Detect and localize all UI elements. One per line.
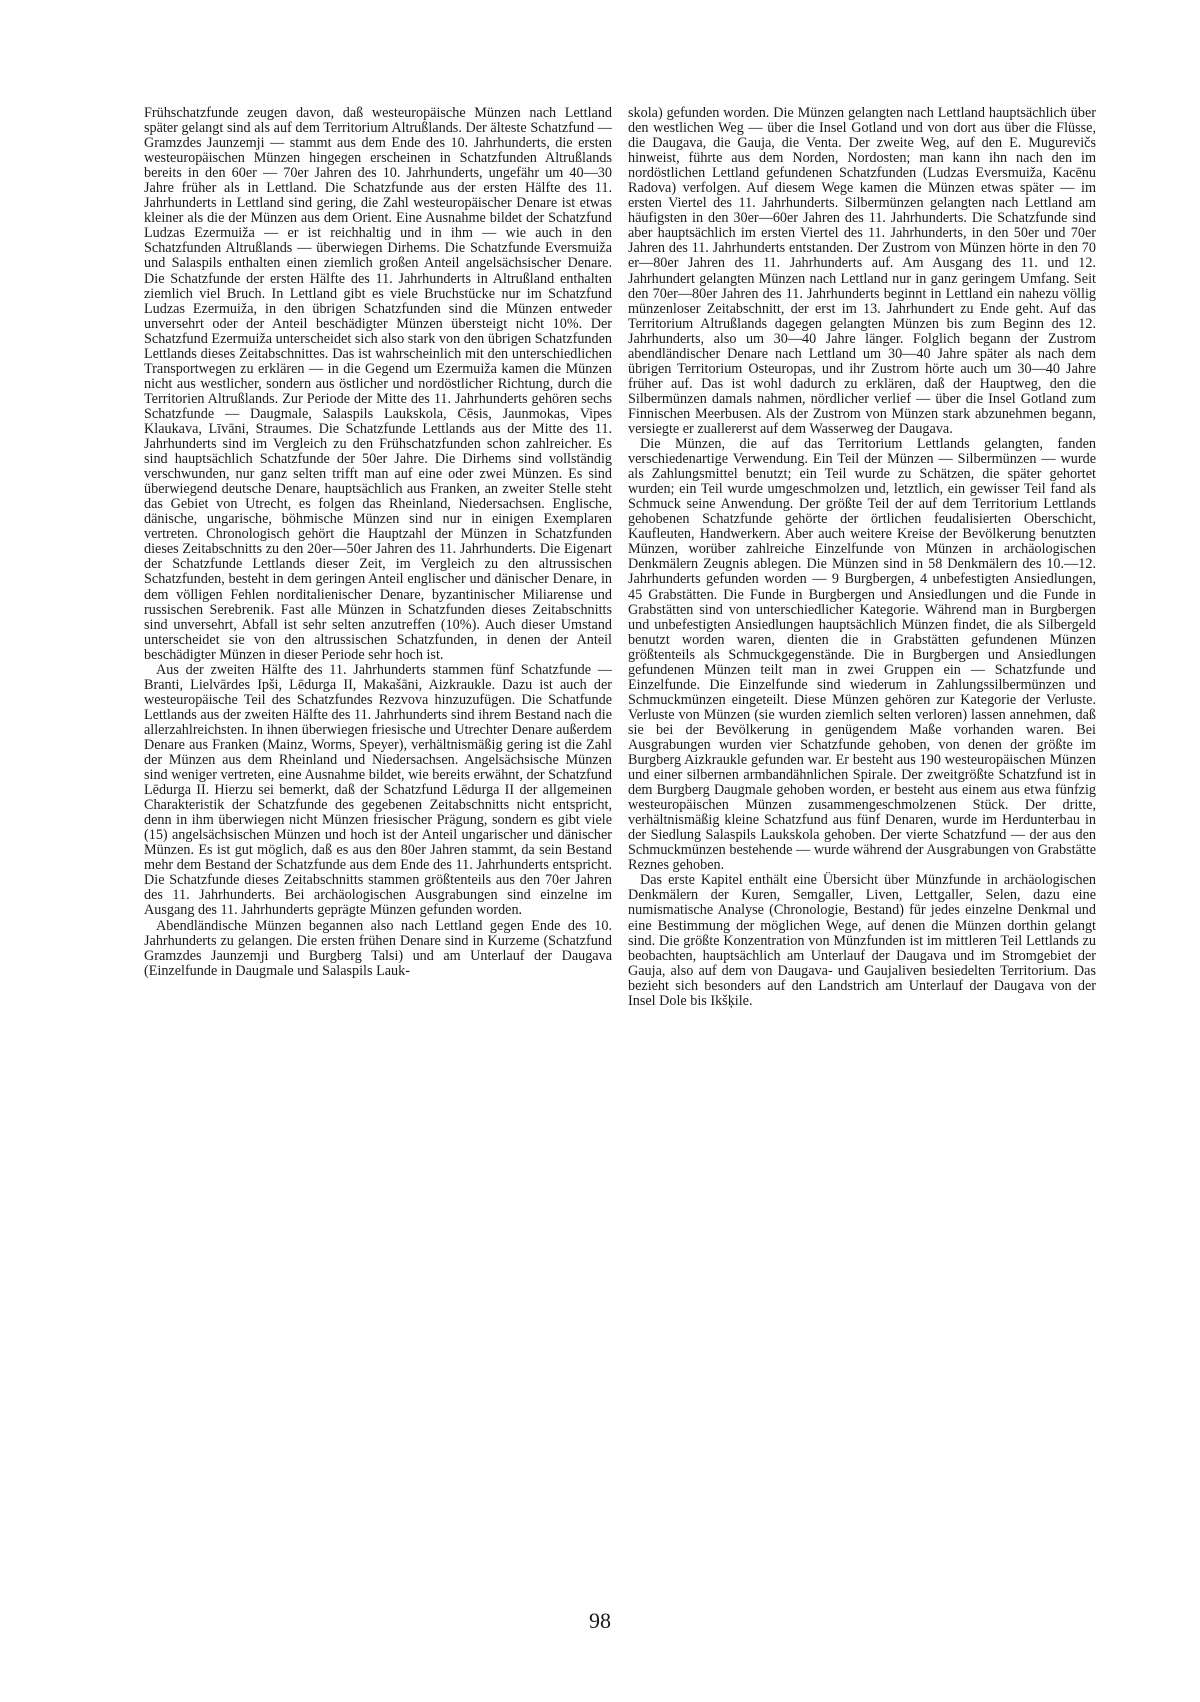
page-number: 98 (589, 1608, 611, 1633)
paragraph: Aus der zweiten Hälfte des 11. Jahrhunderts stammen fünf Schatzfunde — Branti, Lielvārdes Ipši, Lēdurga II, Makašāni, Aizkraukle. Dazu ist auch der westeuropäische Teil des Schatzfundes Rezvova hinzuzufügen. Die Schatfunde Lettlands aus der zweiten Hälfte des 11. Jahrhunderts sind ihrem Bestand nach die allerzahlreichsten. In ihnen überwiegen friesische und Utrechter Denare außerdem Denare aus Franken (Mainz, Worms, Speyer), verhältnismäßig gering ist die Zahl der Münzen aus dem Rheinland und Niedersachsen. Angelsächsische Münzen sind weniger vertreten, eine Ausnahme bildet, wie bereits erwähnt, der Schatzfund Lēdurga II. Hierzu sei bemerkt, daß der Schatzfund Lēdurga II der allgemeinen Charakteristik der Schatzfunde des gegebenen Zeitabschnitts nicht entspricht, denn in ihm überwiegen nicht Münzen friesischer Prägung, sondern es gibt viele (15) angelsächsischen Münzen und hoch ist der Anteil ungarischer und dänischer Münzen. Es ist gut möglich, daß es aus den 80er Jahren stammt, da sein Bestand mehr dem Bestand der Schatzfunde aus dem Ende des 11. Jahrhunderts entspricht. Die Schatzfunde dieses Zeitabschnitts stammen größtenteils aus den 70er Jahren des 11. Jahrhunderts. Bei archäologischen Ausgrabungen sind einzelne im Ausgang des 11. Jahrhunderts geprägte Münzen gefunden worden. (144, 661, 612, 919)
paragraph: Die Münzen, die auf das Territorium Lettlands gelangten, fanden verschiedenartige Verwendung. Ein Teil der Münzen — Silbermünzen — wurde als Zahlungsmittel benutzt; ein Teil wurde zu Schätzen, die später gehortet wurden; ein Teil wurde umgeschmolzen und, letztlich, ein gewisser Teil fand als Schmuck seine Anwendung. Der größte Teil der auf dem Territorium Lettlands gehobenen Schatzfunde gehörte der örtlichen feudalisierten Oberschicht, Kaufleuten, Handwerkern. Aber auch weitere Kreise der Bevölkerung benutzten Münzen, worüber zahlreiche Einzelfunde von Münzen in archäologischen Denkmälern Zeugnis ablegen. Die Münzen sind in 58 Denkmälern des 10.—12. Jahrhunderts gefunden worden — 9 Burgbergen, 4 unbefestigten Ansiedlungen, 45 Grabstätten. Die Funde in Burgbergen und Ansiedlungen und die Funde in Grabstätten sind von unterschiedlicher Kategorie. Während man in Burgbergen und unbefestigten Ansiedlungen hauptsächlich Münzen findet, die als Silbergeld benutzt worden waren, dienten die in Grabstätten gefundenen Münzen größtenteils als Schmuckgegenstände. Die in Burgbergen und Ansiedlungen gefundenen Münzen teilt man in zwei Gruppen ein — Schatzfunde und Einzelfunde. Die Einzelfunde sind wiederum in Zahlungssilbermünzen und Schmuckmünzen eingeteilt. Diese Münzen gehören zur Kategorie der Verluste. Verluste von Münzen (sie wurden ziemlich selten verloren) lassen annehmen, daß sie bei der Bevölkerung in genügendem Maße vorhanden waren. Bei Ausgrabungen wurden vier Schatzfunde gehoben, von denen der größte im Burgberg Aizkraukle gefunden war. Er besteht aus 190 westeuropäischen Münzen und einer silbernen armbandähnlichen Spirale. Der zweitgrößte Schatzfund ist in dem Burgberg Daugmale gehoben worden, er besteht aus einem aus etwa fünfzig westeuropäischen Münzen zusammengeschmolzenen Stück. Der dritte, verhältnismäßig kleine Schatzfund aus fünf Denaren, wurde im Herdunterbau in der Siedlung Salaspils Laukskola gehoben. Der vierte Schatzfund — der aus den Schmuckmünzen bestehende — wurde während der Ausgrabungen von Grabstätte Reznes gehoben. (628, 436, 1096, 874)
paragraph: Abendländische Münzen begannen also nach Lettland gegen Ende des 10. Jahrhunderts zu gelangen. Die ersten frühen Denare sind in Kurzeme (Schatzfund Gramzdes Jaunzemji und Burgberg Talsi) und am Unterlauf der Daugava (Einzelfunde in Daugmale und Salaspils Lauk- (144, 917, 612, 979)
right-column (628, 106, 1096, 1009)
paragraph: skola) gefunden worden. Die Münzen gelangten nach Lettland hauptsächlich über den westlichen Weg — über die Insel Gotland und von dort aus über die Flüsse, die Daugava, die Gauja, die Venta. Der zweite Weg, auf den E. Mugurevičs hinweist, führte aus dem Norden, Nordosten; man kann ihn nach den im nordöstlichen Lettland gefundenen Schatzfunden (Ludzas Eversmuiža, Kacēnu Radova) verfolgen. Auf diesem Wege kamen die Münzen etwas später — im ersten Viertel des 11. Jahrhunderts. Silbermünzen gelangten nach Lettland am häufigsten in den 30er—60er Jahren des 11. Jahrhunderts. Die Schatzfunde sind aber hauptsächlich im ersten Viertel des 11. Jahrhunderts, in den 50er und 70er Jahren des 11. Jahrhunderts entstanden. Der Zustrom von Münzen hörte in den 70 er—80er Jahren des 11. Jahrhunderts auf. Am Ausgang des 11. und 12. Jahrhundert gelangten Münzen nach Lettland nur in ganz geringem Umfang. Seit den 70er—80er Jahren des 11. Jahrhunderts beginnt in Lettland ein nahezu völlig münzenloser Zeitabschnitt, der erst im 13. Jahrhundert zu Ende geht. Auf das Territorium Altrußlands dagegen gelangten Münzen bis zum Beginn des 12. Jahrhunderts, also um 30—40 Jahre länger. Folglich begann der Zustrom abendländischer Denare nach Lettland um 30—40 Jahre später als nach dem übrigen Territorium Osteuropas, und ihr Zustrom hörte auch um 30—40 Jahre früher auf. Das ist wohl dadurch zu erklären, daß der Hauptweg, den die Silbermünzen damals nahmen, nördlicher verlief — über die Insel Gotland zum Finnischen Meerbusen. Als der Zustrom von Münzen stark abzunehmen begann, versiegte er zuallererst auf dem Wasserweg der Daugava. (628, 105, 1096, 437)
paragraph: Das erste Kapitel enthält eine Übersicht über Münzfunde in archäologischen Denkmälern der Kuren, Semgaller, Liven, Lettgaller, Selen, dazu eine numismatische Analyse (Chronologie, Bestand) für jedes einzelne Denkmal und eine Bestimmung der möglichen Wege, auf denen die Münzen dorthin gelangt sind. Die größte Konzentration von Münzfunden ist im mittleren Teil Lettlands zu beobachten, hauptsächlich am Unterlauf der Daugava und im Stromgebiet der Gauja, also auf dem von Daugava- und Gaujaliven besiedelten Territorium. Das bezieht sich besonders auf den Landstrich am Unterlauf der Daugava von der Insel Dole bis Ikšķile. (628, 872, 1096, 1009)
paragraph: Frühschatzfunde zeugen davon, daß westeuropäische Münzen nach Lettland später gelangt sind als auf dem Territorium Altrußlands. Der älteste Schatzfund — Gramzdes Jaunzemji — stammt aus dem Ende des 10. Jahrhunderts, die ersten westeuropäischen Münzen hingegen erscheinen in Schatzfunden Altrußlands bereits in den 60er — 70er Jahren des 10. Jahrhunderts, ungefähr um 40—30 Jahre früher als in Lettland. Die Schatzfunde aus der ersten Hälfte des 11. Jahrhunderts in Lettland sind gering, die Zahl westeuropäischer Denare ist etwas kleiner als die der Münzen aus dem Orient. Eine Ausnahme bildet der Schatzfund Ludzas Ezermuiža — er ist reichhaltig und in ihm — wie auch in den Schatzfunden Altrußlands — überwiegen Dirhems. Die Schatzfunde Eversmuiža und Salaspils enthalten einen ziemlich großen Anteil angelsächsischer Denare. Die Schatzfunde der ersten Hälfte des 11. Jahrhunderts in Altrußland enthalten ziemlich viel Bruch. In Lettland gibt es viele Bruchstücke nur im Schatzfund Ludzas Ezermuiža, in den übrigen Schatzfunden sind die Münzen entweder unversehrt oder der Anteil beschädigter Münzen übersteigt nicht 10%. Der Schatzfund Ezermuiža unterscheidet sich also stark von den übrigen Schatzfunden Lettlands dieses Zeitabschnittes. Das ist wahrscheinlich mit den unterschiedlichen Transportwegen zu erklären — in die Gegend um Ezermuiža kamen die Münzen nicht aus westlicher, sondern aus östlicher und nordöstlicher Richtung, durch die Territorien Altrußlands. Zur Periode der Mitte des 11. Jahrhunderts gehören sechs Schatzfunde — Daugmale, Salaspils Laukskola, Cēsis, Jaunmokas, Vipes Klaukava, Līvāni, Straumes. Die Schatzfunde Lettlands aus der Mitte des 11. Jahrhunderts sind im Vergleich zu den Frühschatzfunden schon zahlreicher. Es sind hauptsächlich Schatzfunde der 50er Jahre. Die Dirhems sind vollständig verschwunden, nur ganz selten trifft man auf eine oder zwei Münzen. Es sind überwiegend deutsche Denare, hauptsächlich aus Franken, an zweiter Stelle steht das Gebiet von Utrecht, es folgen das Rheinland, Niedersachsen. Englische, dänische, ungarische, böhmische Münzen sind nur in einigen Exemplaren vertreten. Chronologisch gehört die Hauptzahl der Münzen in Schatzfunden dieses Zeitabschnitts zu den 20er—50er Jahren des 11. Jahrhunderts. Die Eigenart der Schatzfunde Lettlands dieser Zeit, im Vergleich zu den altrussischen Schatzfunden, besteht in dem geringen Anteil englischer und dänischer Denare, in dem völligen Fehlen norditalienischer Denare, byzantinischer Miliarense und russischen Serebrenik. Fast alle Münzen in Schatzfunden dieses Zeitabschnitts sind unversehrt, Abfall ist sehr selten anzutreffen (10%). Auch dieser Umstand unterscheidet sie von den altrussischen Schatzfunden, in denen der Anteil beschädigter Münzen in dieser Periode sehr hoch ist. (144, 105, 612, 663)
left-column (144, 106, 612, 979)
